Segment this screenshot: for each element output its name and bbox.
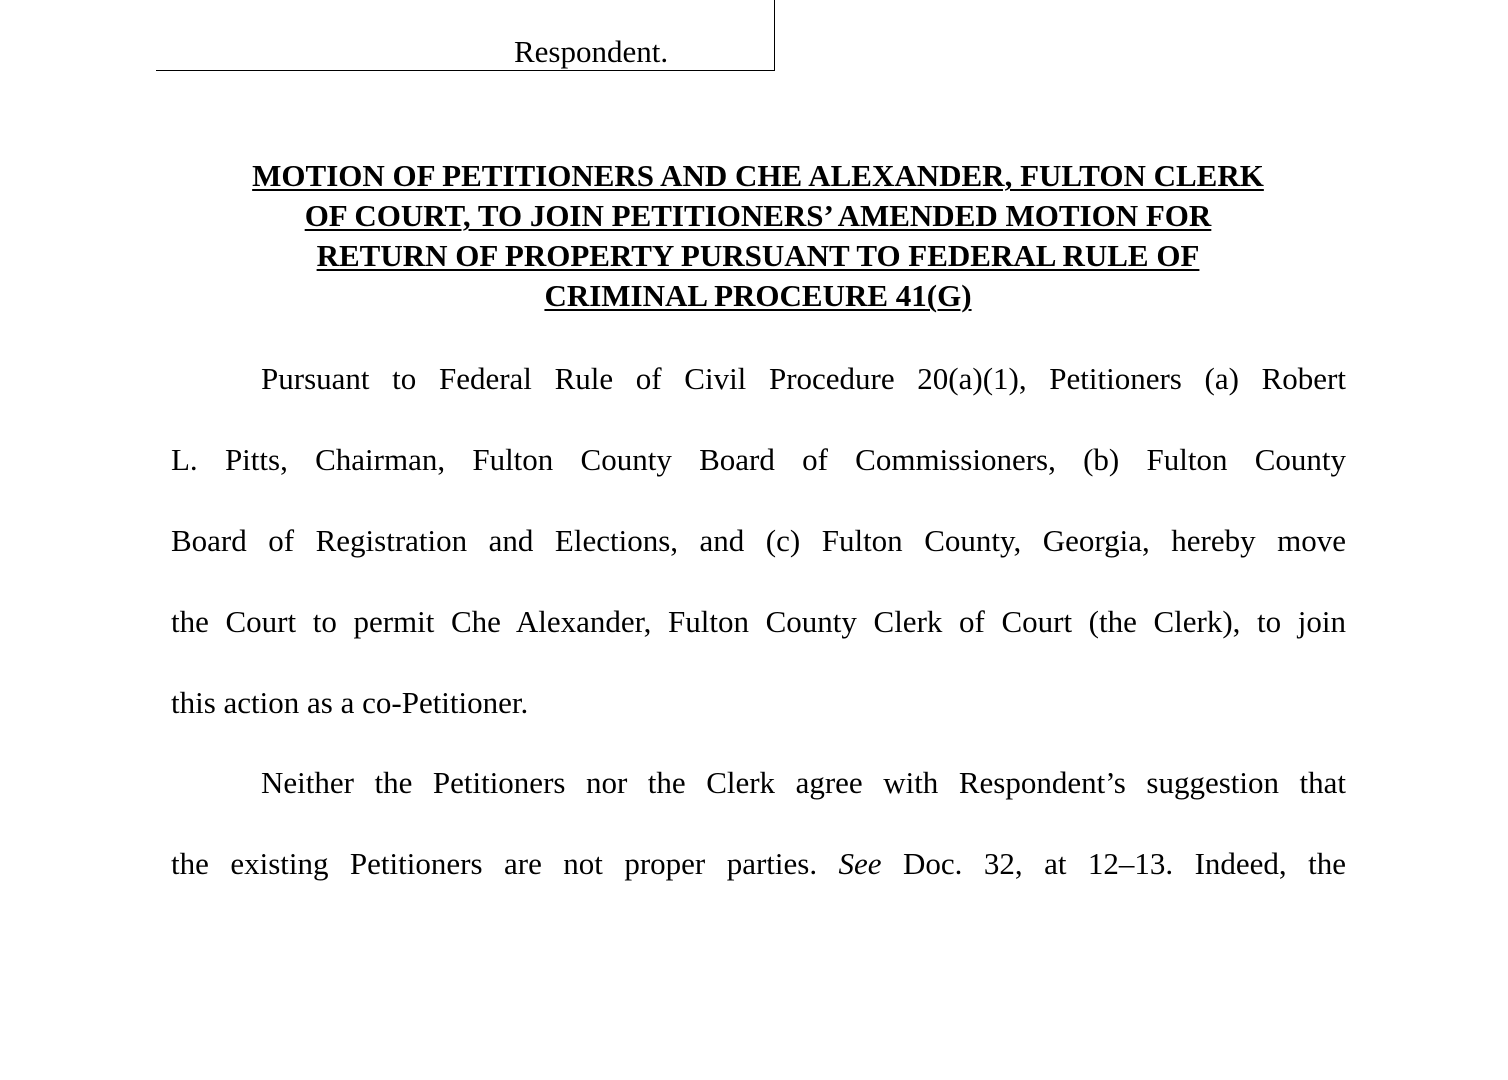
title-line: CRIMINAL PROCEURE 41(G) [544, 278, 972, 313]
case-caption-box [156, 0, 775, 71]
paragraph-line: this action as a co-Petitioner. [171, 685, 529, 720]
respondent-label: Respondent. [514, 34, 669, 69]
title-line: MOTION OF PETITIONERS AND CHE ALEXANDER, FULTON CLERK [252, 158, 1264, 193]
paragraph-line: the existing Petitioners are not proper parties. See Doc. 32, at 12–13. Indeed, the [171, 846, 1347, 881]
see-citation-signal: See [838, 846, 882, 881]
motion-title [160, 156, 1356, 316]
paragraph-line: the Court to permit Che Alexander, Fulton County Clerk of Court (the Clerk), to join [171, 604, 1346, 639]
paragraph-line: L. Pitts, Chairman, Fulton County Board of Commissioners, (b) Fulton County [171, 442, 1346, 477]
paragraph-joinder-request [171, 338, 1346, 743]
title-line: OF COURT, TO JOIN PETITIONERS’ AMENDED MOTION FOR [304, 198, 1212, 233]
paragraph-line: Board of Registration and Elections, and (c) Fulton County, Georgia, hereby move [171, 523, 1346, 558]
paragraph-line: Neither the Petitioners nor the Clerk agree with Respondent’s suggestion that [261, 765, 1346, 800]
paragraph-line: Pursuant to Federal Rule of Civil Procedure 20(a)(1), Petitioners (a) Robert [261, 361, 1346, 396]
title-line: RETURN OF PROPERTY PURSUANT TO FEDERAL RULE OF [316, 238, 1200, 273]
paragraph-proper-parties [171, 742, 1346, 904]
